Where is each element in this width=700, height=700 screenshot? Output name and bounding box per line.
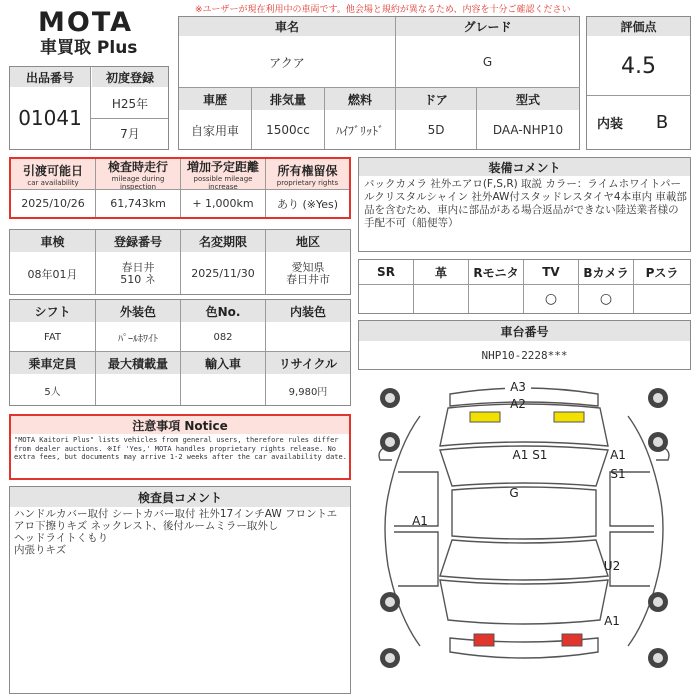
mileage-sub: mileage during inspection [111,174,165,191]
displacement-value: 1500cc [266,123,310,137]
first-reg-month: 7月 [120,127,140,141]
option-tv-label: TV [524,260,578,284]
fuel-value: ﾊｲﾌﾞﾘｯﾄﾞ [335,123,384,138]
equipment-text: バックカメラ 社外エアロ(F,S,R) 取説 カラー：ライムホワイトパールクリスタルシャイン 社外AW付スタッドレスタイヤ4本車内 車載部品を含むため、車内に部品がある場合返品ができない陸送業者様の手配不可（船便等） [364,178,687,229]
first-reg-year: H25年 [111,96,149,111]
fuel-label: 燃料 [325,88,395,110]
increase-value: + 1,000km [192,197,254,210]
history-label: 車歴 [179,88,251,110]
diagram-label-g: G [509,486,519,500]
area-line2: 春日井市 [286,272,330,286]
availability-sub: car availability [27,178,79,187]
diagram-label-a1-right: A1 [610,448,626,462]
recycle-value: 9,980円 [288,386,328,398]
logo-subtitle: 車買取 Plus [40,38,138,58]
inspector-text [14,508,346,556]
option-leather-label: 革 [414,260,468,284]
deadline-value: 2025/11/30 [191,267,255,280]
first-reg-label: 初度登録 [92,67,168,87]
rights-value: あり (※Yes) [276,197,339,211]
notice-label: 注意事項 Notice [11,416,349,434]
diagram-label-s1-right: S1 [610,467,626,481]
car-name-value: アクア [269,55,305,70]
option-tv-mark: ○ [544,291,558,307]
shaken-value: 08年01月 [27,267,78,281]
availability-label: 引渡可能日 [22,163,83,178]
availability-header [11,159,95,189]
diagram-label-a1-bottom: A1 [604,614,620,628]
plate-value [96,253,180,294]
inspector-label: 検査員コメント [10,487,350,507]
interior-value: B [655,112,669,133]
option-pslide-label: Pスラ [634,260,690,284]
mileage-value: 61,743km [110,197,166,210]
option-pslide-mark [634,285,690,313]
grade-value: G [482,55,493,69]
car-diagram [358,376,691,696]
capacity-label: 乗車定員 [10,352,95,374]
increase-header [181,159,265,189]
option-rmonitor-mark [469,285,523,313]
option-sr-label: SR [359,260,413,284]
model-value: DAA-NHP10 [492,123,564,137]
grade-label: グレード [396,17,579,36]
option-bcamera-mark: ○ [599,291,613,307]
shaken-label: 車検 [10,230,95,252]
diagram-label-a2: A2 [510,397,526,411]
logo-mota: MOTA [38,7,134,38]
diagram-label-a1-left: A1 [412,514,428,528]
logo [38,8,178,64]
displacement-label: 排気量 [252,88,324,110]
interiorcolor-value [266,323,350,351]
mileage-label: 検査時走行 [107,159,168,174]
deadline-label: 名変期限 [181,230,265,252]
option-bcamera-label: Bカメラ [579,260,633,284]
rights-sub: proprietary rights [276,178,339,187]
color-label: 外装色 [96,300,180,322]
inspector-line-2: ヘッドライトくもり [14,532,109,544]
chassis-value: NHP10-2228*** [481,349,568,362]
top-notice: ※ユーザーが現在利用中の車両です。他会場と規約が異なるため、内容を十分ご確認ください [195,5,571,15]
inspector-line-1: ハンドルカバー取付 シートカバー取付 社外17インチAW フロントエアロ下擦りキズ ネックレスト、後付ルームミラー取外し [14,508,338,532]
doors-value: 5D [427,123,445,137]
car-name-label: 車名 [179,17,395,36]
recycle-label: リサイクル [266,352,350,374]
notice-text: "MOTA Kaitori Plus" lists vehicles from general users, therefore rules differ from dealer auctions. ※If 'Yes,' MOTA handles proprietary rights release. No extra fees, but documents may arrive 1-2 weeks after the car availability date. [14,436,347,461]
load-value [96,375,180,405]
shift-label: シフト [10,300,95,322]
import-value [181,375,265,405]
doors-label: ドア [396,88,476,110]
rating-label: 評価点 [587,17,690,36]
area-value [266,253,350,294]
shift-value: FAT [43,331,61,343]
diagram-label-u2: U2 [603,559,621,573]
option-sr-mark [359,285,413,313]
listing-no-label: 出品番号 [10,67,90,87]
colorno-label: 色No. [181,300,265,322]
rights-header [266,159,349,189]
availability-value: 2025/10/26 [21,197,85,210]
rights-label: 所有権留保 [277,163,338,178]
import-label: 輸入車 [181,352,265,374]
option-rmonitor-label: Rモニタ [469,260,523,284]
rating-value: 4.5 [621,53,656,79]
model-label: 型式 [477,88,579,110]
chassis-label: 車台番号 [359,321,690,341]
listing-no-value: 01041 [18,106,82,130]
plate-label: 登録番号 [96,230,180,252]
capacity-value: 5人 [44,386,61,398]
increase-sub: possible mileage increase [193,174,253,191]
area-line1: 愛知県 [291,260,325,274]
colorno-value: 082 [213,331,233,343]
increase-label: 増加予定距離 [186,159,259,174]
interior-label: 内装 [587,96,633,149]
diagram-label-a1s1-top: A1 S1 [512,448,548,462]
plate-line2: 510 ネ [120,272,156,286]
equipment-label: 装備コメント [359,158,690,176]
plate-line1: 春日井 [121,260,155,274]
history-value: 自家用車 [190,123,239,138]
option-leather-mark [414,285,468,313]
mileage-header [96,159,180,189]
color-value: ﾊﾟｰﾙﾎﾜｲﾄ [118,333,158,345]
diagram-label-a3: A3 [505,380,531,394]
inspector-line-3: 内張りキズ [14,544,67,556]
area-label: 地区 [266,230,350,252]
load-label: 最大積載量 [96,352,180,374]
interiorcolor-label: 内装色 [266,300,350,322]
